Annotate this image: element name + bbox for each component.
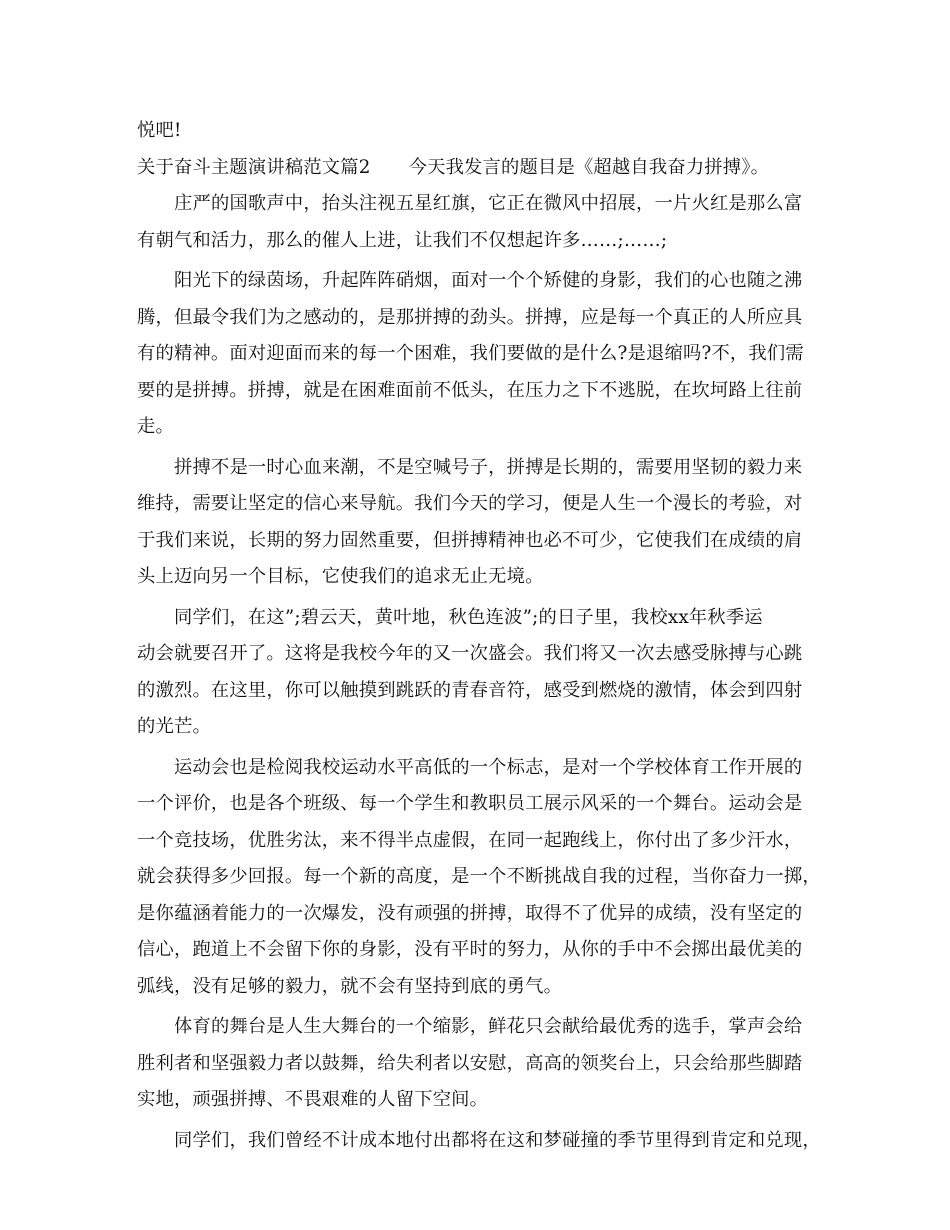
paragraph-line: 头上迈向另一个目标，它使我们的追求无止无境。 xyxy=(137,566,544,587)
section-title: 关于奋斗主题演讲稿范文篇2 xyxy=(137,156,371,178)
paragraph-line: 是你蕴涵着能力的一次爆发，没有顽强的拼搏，取得不了优异的成绩，没有坚定的 xyxy=(137,902,803,924)
paragraph-line: 体育的舞台是人生大舞台的一个缩影，鲜花只会献给最优秀的选手，掌声会给 xyxy=(174,1016,803,1037)
paragraph-line: 阳光下的绿茵场，升起阵阵硝烟，面对一个个矫健的身影，我们的心也随之沸 xyxy=(174,270,803,291)
paragraph xyxy=(137,450,827,596)
paragraph-line: 同学们，在这”;碧云天，黄叶地，秋色连波”;的日子里，我校xx年秋季运 xyxy=(174,606,763,628)
paragraph-line: 有朝气和活力，那么的催人上进，让我们不仅想起许多……;……; xyxy=(137,229,668,251)
document-body xyxy=(137,113,827,1159)
paragraph-line: 要的是拼搏。拼搏，就是在困难面前不低头，在压力之下不逃脱，在坎坷路上往前 xyxy=(137,379,803,401)
paragraph-line: 一个评价，也是各个班级、每一个学生和教职员工展示风采的一个舞台。运动会是 xyxy=(137,793,803,814)
paragraph xyxy=(137,186,827,259)
paragraph-line: 信心，跑道上不会留下你的身影，没有平时的努力，从你的手中不会掷出最优美的 xyxy=(137,939,803,960)
paragraph-line: 的光芒。 xyxy=(137,716,211,737)
paragraph-line: 维持，需要让坚定的信心来导航。我们今天的学习，便是人生一个漫长的考验，对 xyxy=(137,493,803,514)
paragraph xyxy=(137,600,827,746)
paragraph-line: 就会获得多少回报。每一个新的高度，是一个不断挑战自我的过程，当你奋力一掷， xyxy=(137,866,821,887)
paragraph xyxy=(137,750,827,1006)
paragraph-line: 实地，顽强拼搏、不畏艰难的人留下空间。 xyxy=(137,1089,489,1110)
section-heading-line xyxy=(137,150,827,187)
paragraph-line: 弧线，没有足够的毅力，就不会有坚持到底的勇气。 xyxy=(137,975,563,997)
paragraph-line: 拼搏不是一时心血来潮，不是空喊号子，拼搏是长期的，需要用坚韧的毅力来 xyxy=(174,456,803,478)
paragraph xyxy=(137,1009,827,1119)
paragraph-line: 的激烈。在这里，你可以触摸到跳跃的青春音符，感受到燃烧的激情，体会到四射 xyxy=(137,679,803,701)
speech-topic: 今天我发言的题目是《超越自我奋力拼搏》。 xyxy=(408,156,770,178)
paragraph-line: 同学们，我们曾经不计成本地付出都将在这和梦碰撞的季节里得到肯定和兑现， xyxy=(174,1129,821,1151)
paragraph-line: 胜利者和坚强毅力者以鼓舞，给失利者以安慰，高高的领奖台上，只会给那些脚踏 xyxy=(137,1052,803,1074)
paragraph xyxy=(137,263,827,446)
lead-line: 悦吧! xyxy=(137,120,182,141)
paragraph-line: 一个竞技场，优胜劣汰，来不得半点虚假，在同一起跑线上，你付出了多少汗水， xyxy=(137,829,803,851)
paragraph-line: 走。 xyxy=(137,416,174,437)
paragraph-line: 庄严的国歌声中，抬头注视五星红旗，它正在微风中招展，一片火红是那么富 xyxy=(174,193,803,214)
paragraph xyxy=(137,1123,827,1160)
paragraph-line: 动会就要召开了。这将是我校今年的又一次盛会。我们将又一次去感受脉搏与心跳 xyxy=(137,643,803,664)
paragraph-line: 有的精神。面对迎面而来的每一个困难，我们要做的是什么?是退缩吗?不，我们需 xyxy=(137,343,804,364)
paragraph-line: 腾，但最令我们为之感动的，是那拼搏的劲头。拼搏，应是每一个真正的人所应具 xyxy=(137,306,803,328)
paragraph-line: 于我们来说，长期的努力固然重要，但拼搏精神也必不可少，它使我们在成绩的肩 xyxy=(137,529,803,551)
paragraph-line: 运动会也是检阅我校运动水平高低的一个标志，是对一个学校体育工作开展的 xyxy=(174,756,803,778)
